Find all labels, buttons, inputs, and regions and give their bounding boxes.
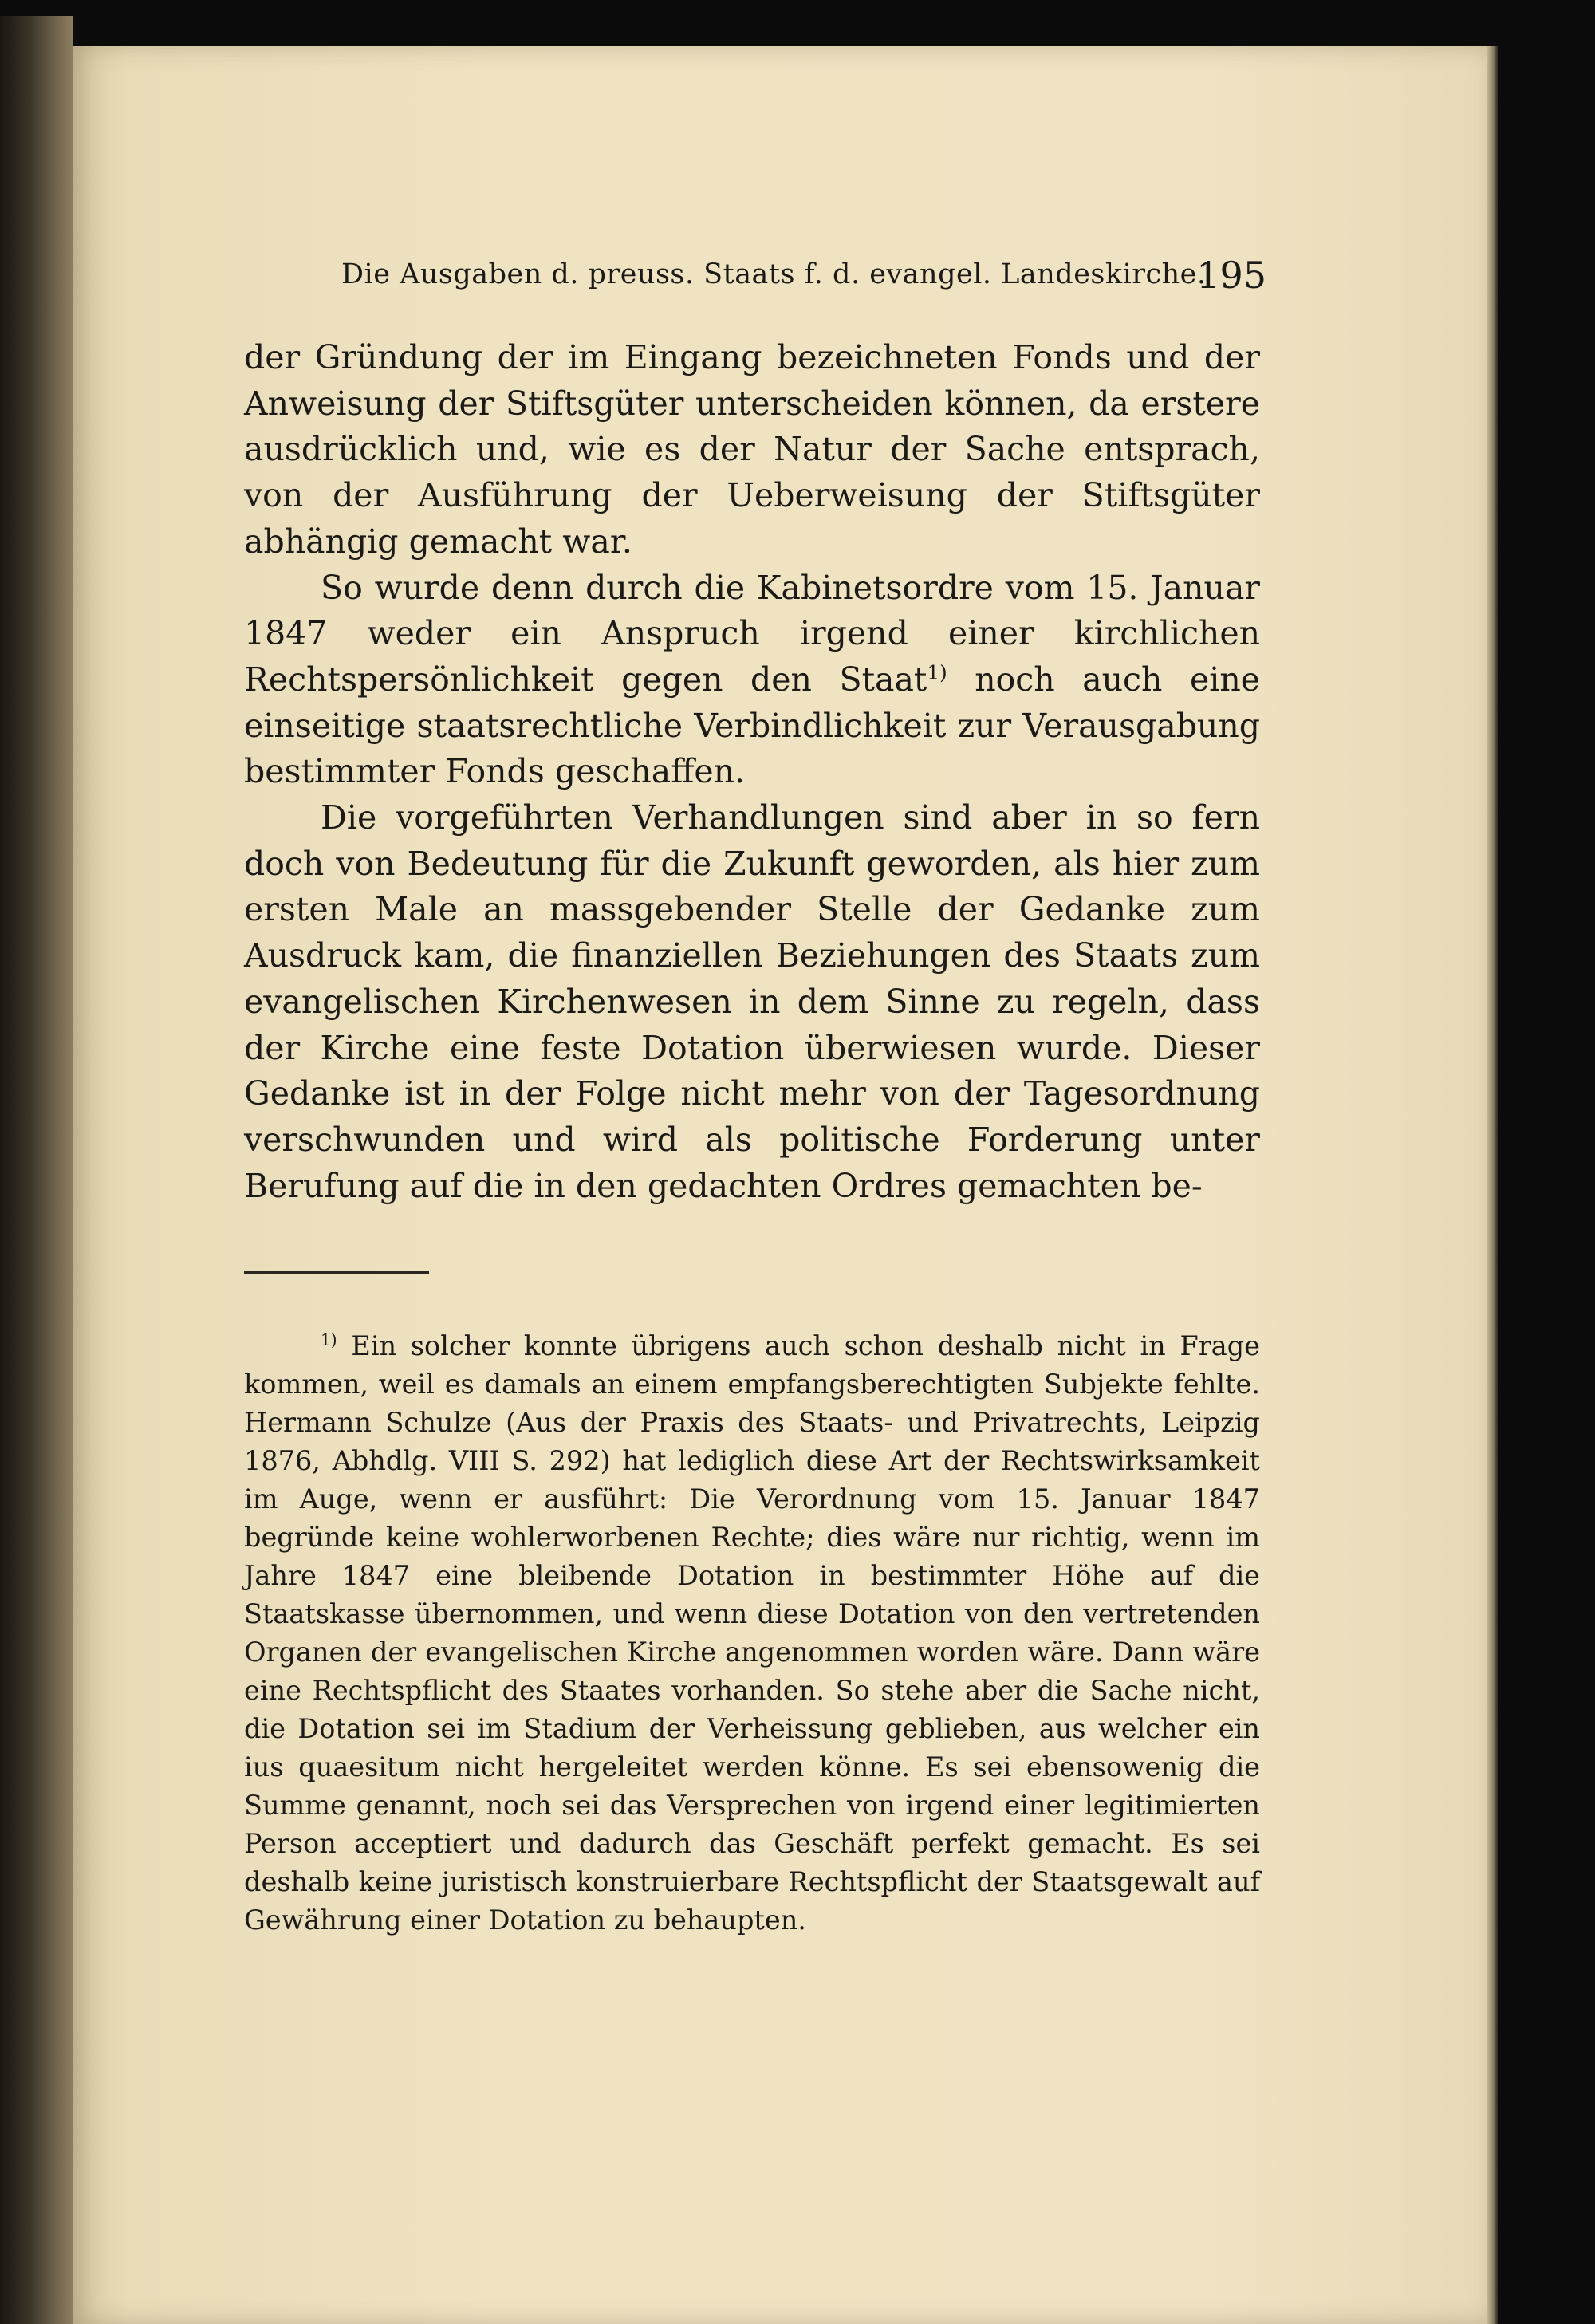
footnote-divider bbox=[244, 1271, 429, 1274]
running-head bbox=[341, 254, 1266, 301]
page-edge bbox=[1487, 46, 1498, 2324]
paragraph-2 bbox=[244, 565, 1260, 796]
paragraph-1: der Gründung der im Eingang bezeichneten Fonds und der Anweisung der Stiftsgüter unterscheiden können, da erstere ausdrücklich und, wie es der Natur der Sache entsprach, von der Ausführung der Ueberweisung der Stiftsgüter abhängig gemacht war. bbox=[244, 338, 1260, 561]
page-number: 195 bbox=[1196, 254, 1266, 297]
footnote-text: Ein solcher konnte übrigens auch schon deshalb nicht in Frage kommen, weil es damals an einem empfangsberechtigten Subjekte fehlte. Hermann Schulze (Aus der Praxis des Staats- und Privatrechts, Leipzig 1876, Abhdlg. VIII S. 292) hat lediglich diese Art der Rechtswirksamkeit im Auge, wenn er ausführt: Die Verordnung vom 15. Januar 1847 begründe keine wohlerworbenen Rechte; dies wäre nur richtig, wenn im Jahre 1847 eine bleibende Dotation in bestimmter Höhe auf die Staatskasse übernommen, und wenn diese Dotation von den vertretenden Organen der evangelischen Kirche angenommen worden wäre. Dann wäre eine Rechtspflicht des Staates vorhanden. So stehe aber die Sache nicht, die Dotation sei im Stadium der Verheissung geblieben, aus welcher ein ius quaesitum nicht hergeleitet werden könne. Es sei ebensowenig die Summe genannt, noch sei das Versprechen von irgend einer legitimierten Person acceptiert und dadurch das Geschäft perfekt gemacht. Es sei deshalb keine juristisch konstruierbare Rechtspflicht der Staatsgewalt auf Gewährung einer Dotation zu behaupten. bbox=[244, 1330, 1260, 1936]
footnote-mark: 1) bbox=[321, 1329, 337, 1349]
footnotes bbox=[244, 1327, 1260, 1940]
paragraph-2-text-after: noch auch eine einseitige staatsrechtliche Verbindlichkeit zur Verausgabung bestimmter Fonds geschaffen. bbox=[244, 660, 1260, 791]
body-text bbox=[244, 335, 1260, 1209]
footnote-1 bbox=[244, 1327, 1260, 1940]
book-spine bbox=[0, 16, 73, 2324]
paragraph-2-text-before: So wurde denn durch die Kabinetsordre vom 15. Januar 1847 weder ein Anspruch irgend einer kirchlichen Rechtspersönlichkeit gegen den Staat bbox=[244, 568, 1260, 699]
running-head-title: Die Ausgaben d. preuss. Staats f. d. evangel. Landeskirche. bbox=[341, 258, 1207, 290]
footnote-reference: 1) bbox=[927, 660, 947, 684]
paragraph-3: Die vorgeführten Verhandlungen sind aber in so fern doch von Bedeutung für die Zukunft geworden, als hier zum ersten Male an massgebender Stelle der Gedanke zum Ausdruck kam, die finanziellen Beziehungen des Staats zum evangelischen Kirchenwesen in dem Sinne zu regeln, dass der Kirche eine feste Dotation überwiesen wurde. Dieser Gedanke ist in der Folge nicht mehr von der Tagesordnung verschwunden und wird als politische Forderung unter Berufung auf die in den gedachten Ordres gemachten be- bbox=[244, 798, 1260, 1205]
